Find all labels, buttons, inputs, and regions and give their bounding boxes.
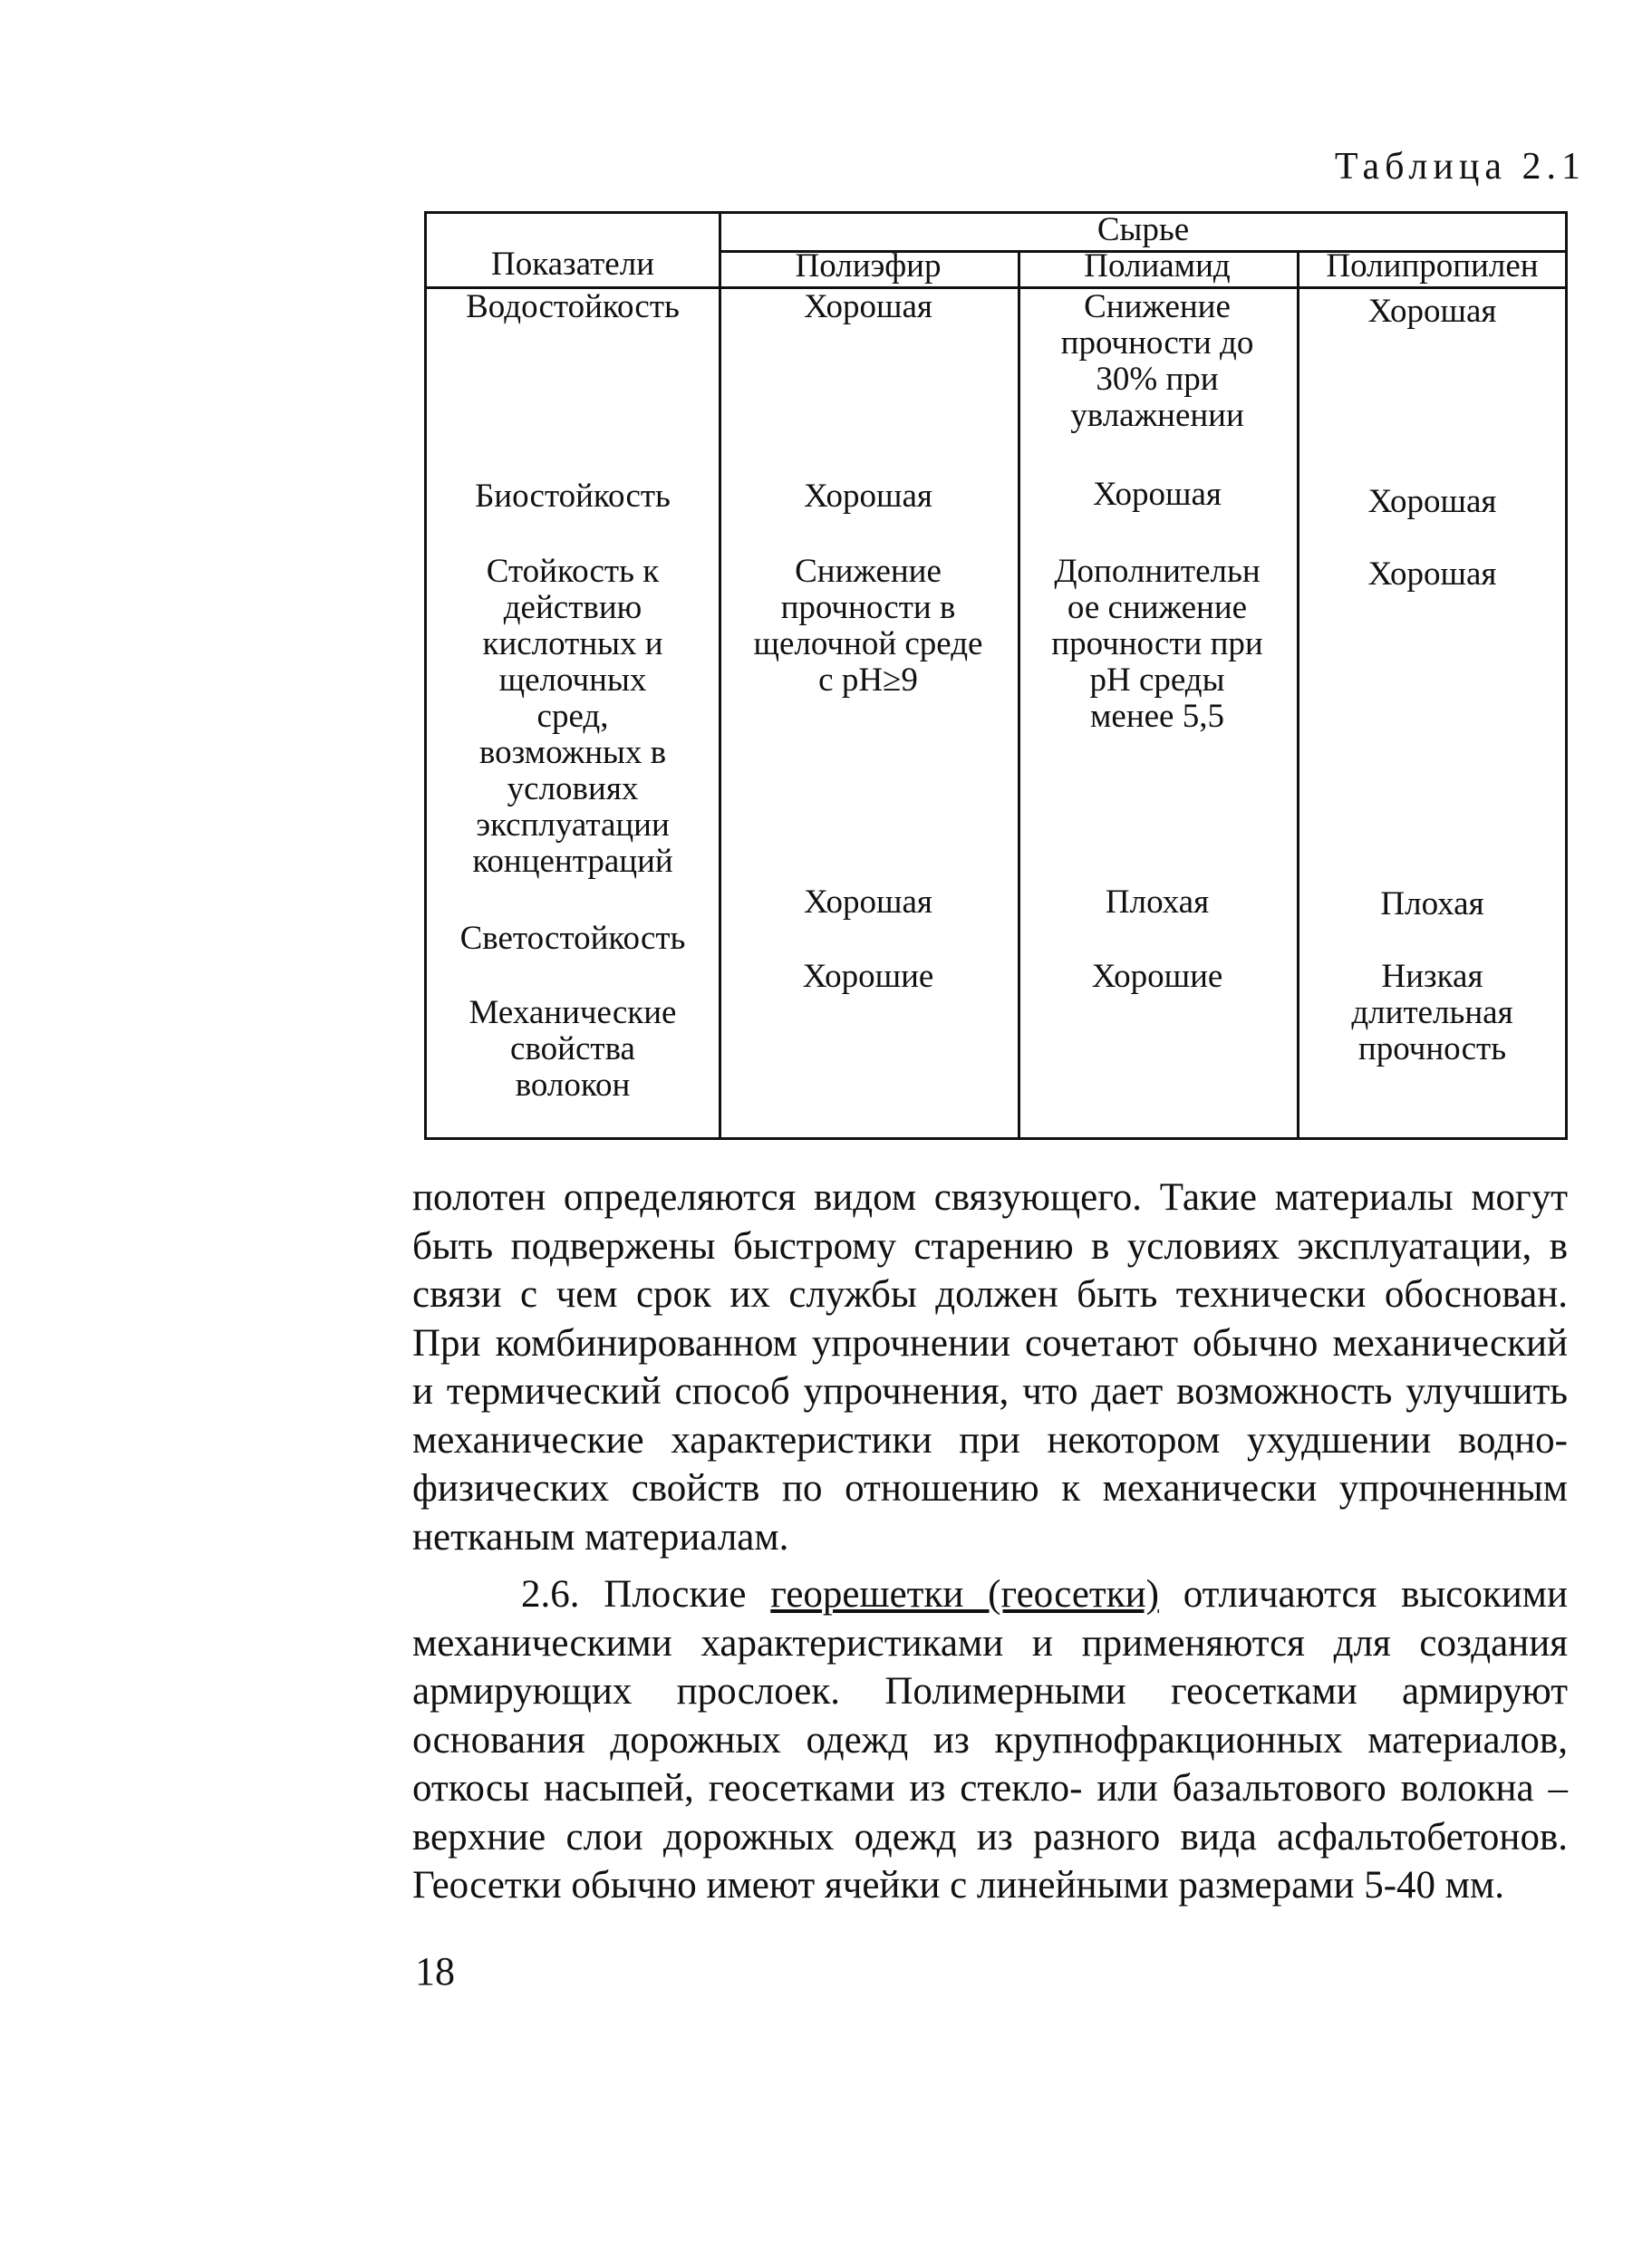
row-mechanical-properties-label: Механические свойства волокон bbox=[469, 994, 677, 1104]
text-line: и термический способ упрочнения, что дает возможность улучшить bbox=[412, 1370, 1568, 1413]
table-caption: Таблица 2.1 bbox=[1334, 146, 1586, 188]
row-bio-resistance-label: Биостойкость bbox=[475, 478, 671, 515]
row-light-resistance-polyester: Хорошая bbox=[804, 884, 932, 921]
header-polyester: Полиэфир bbox=[795, 247, 942, 285]
row-light-resistance-polyamide: Плохая bbox=[1105, 884, 1210, 921]
row-light-resistance-label: Светостойкость bbox=[459, 920, 686, 957]
row-chemical-resistance-label: Стойкость к действию кислотных и щелочных сред, возможных в условиях эксплуатации концентраций bbox=[472, 553, 673, 880]
text-line: связи с чем срок их службы должен быть технически обоснован. bbox=[412, 1273, 1568, 1316]
row-water-resistance-label: Водостойкость bbox=[466, 288, 680, 325]
text-line bbox=[412, 1570, 1568, 1619]
text-fragment: отличаются высокими bbox=[1158, 1573, 1569, 1616]
paragraph-geogrids bbox=[412, 1570, 1568, 1910]
text-line: полотен определяются видом связующего. Такие материалы могут bbox=[412, 1176, 1568, 1219]
text-line: При комбинированном упрочнении сочетают обычно механический bbox=[412, 1321, 1568, 1365]
row-mechanical-properties-polyester: Хорошие bbox=[802, 958, 934, 995]
section-number-text: 2.6. Плоские bbox=[521, 1573, 771, 1616]
row-chemical-resistance-polyamide: Дополнительн ое снижение прочности при рН среды менее 5,5 bbox=[1051, 553, 1263, 735]
header-indicators: Показатели bbox=[491, 246, 654, 283]
header-raw-material: Сырье bbox=[1097, 211, 1190, 248]
row-bio-resistance-polyamide: Хорошая bbox=[1093, 476, 1222, 513]
row-bio-resistance-polyester: Хорошая bbox=[804, 478, 932, 515]
geogrids-term: георешетки (геосетки) bbox=[770, 1573, 1159, 1616]
row-chemical-resistance-polypropylene: Хорошая bbox=[1367, 555, 1497, 593]
text-line: откосы насыпей, геосетками из стекло- или базальтового волокна – bbox=[412, 1767, 1568, 1810]
text-line: механическими характеристиками и применяются для создания bbox=[412, 1621, 1568, 1665]
text-line: механические характеристики при некотором ухудшении водно- bbox=[412, 1418, 1568, 1462]
row-water-resistance-polyamide: Снижение прочности до 30% при увлажнении bbox=[1060, 288, 1254, 434]
row-mechanical-properties-polypropylene: Низкая длительная прочность bbox=[1351, 958, 1513, 1067]
text-line: основания дорожных одежд из крупнофракционных материалов, bbox=[412, 1718, 1568, 1762]
row-water-resistance-polypropylene: Хорошая bbox=[1367, 293, 1497, 330]
header-polypropylene: Полипропилен bbox=[1326, 247, 1539, 285]
row-light-resistance-polypropylene: Плохая bbox=[1380, 885, 1484, 922]
text-line: армирующих прослоек. Полимерными геосетками армируют bbox=[412, 1670, 1568, 1713]
text-line: быть подвержены быстрому старению в условиях эксплуатации, в bbox=[412, 1224, 1568, 1268]
properties-table bbox=[424, 211, 1568, 1140]
row-chemical-resistance-polyester: Снижение прочности в щелочной среде с рН≥9 bbox=[753, 553, 983, 699]
row-mechanical-properties-polyamide: Хорошие bbox=[1091, 958, 1223, 995]
header-polyamide: Полиамид bbox=[1084, 247, 1231, 285]
row-bio-resistance-polypropylene: Хорошая bbox=[1367, 483, 1497, 520]
page-number: 18 bbox=[415, 1949, 455, 1994]
paragraph-bonded-fabrics bbox=[412, 1173, 1568, 1561]
row-water-resistance-polyester: Хорошая bbox=[804, 288, 932, 325]
text-line: Геосетки обычно имеют ячейки с линейными размерами 5-40 мм. bbox=[412, 1864, 1504, 1907]
text-line: нетканым материалам. bbox=[412, 1515, 789, 1559]
text-line: физических свойств по отношению к механически упрочненным bbox=[412, 1467, 1568, 1510]
text-line: верхние слои дорожных одежд из разного вида асфальтобетонов. bbox=[412, 1815, 1568, 1859]
